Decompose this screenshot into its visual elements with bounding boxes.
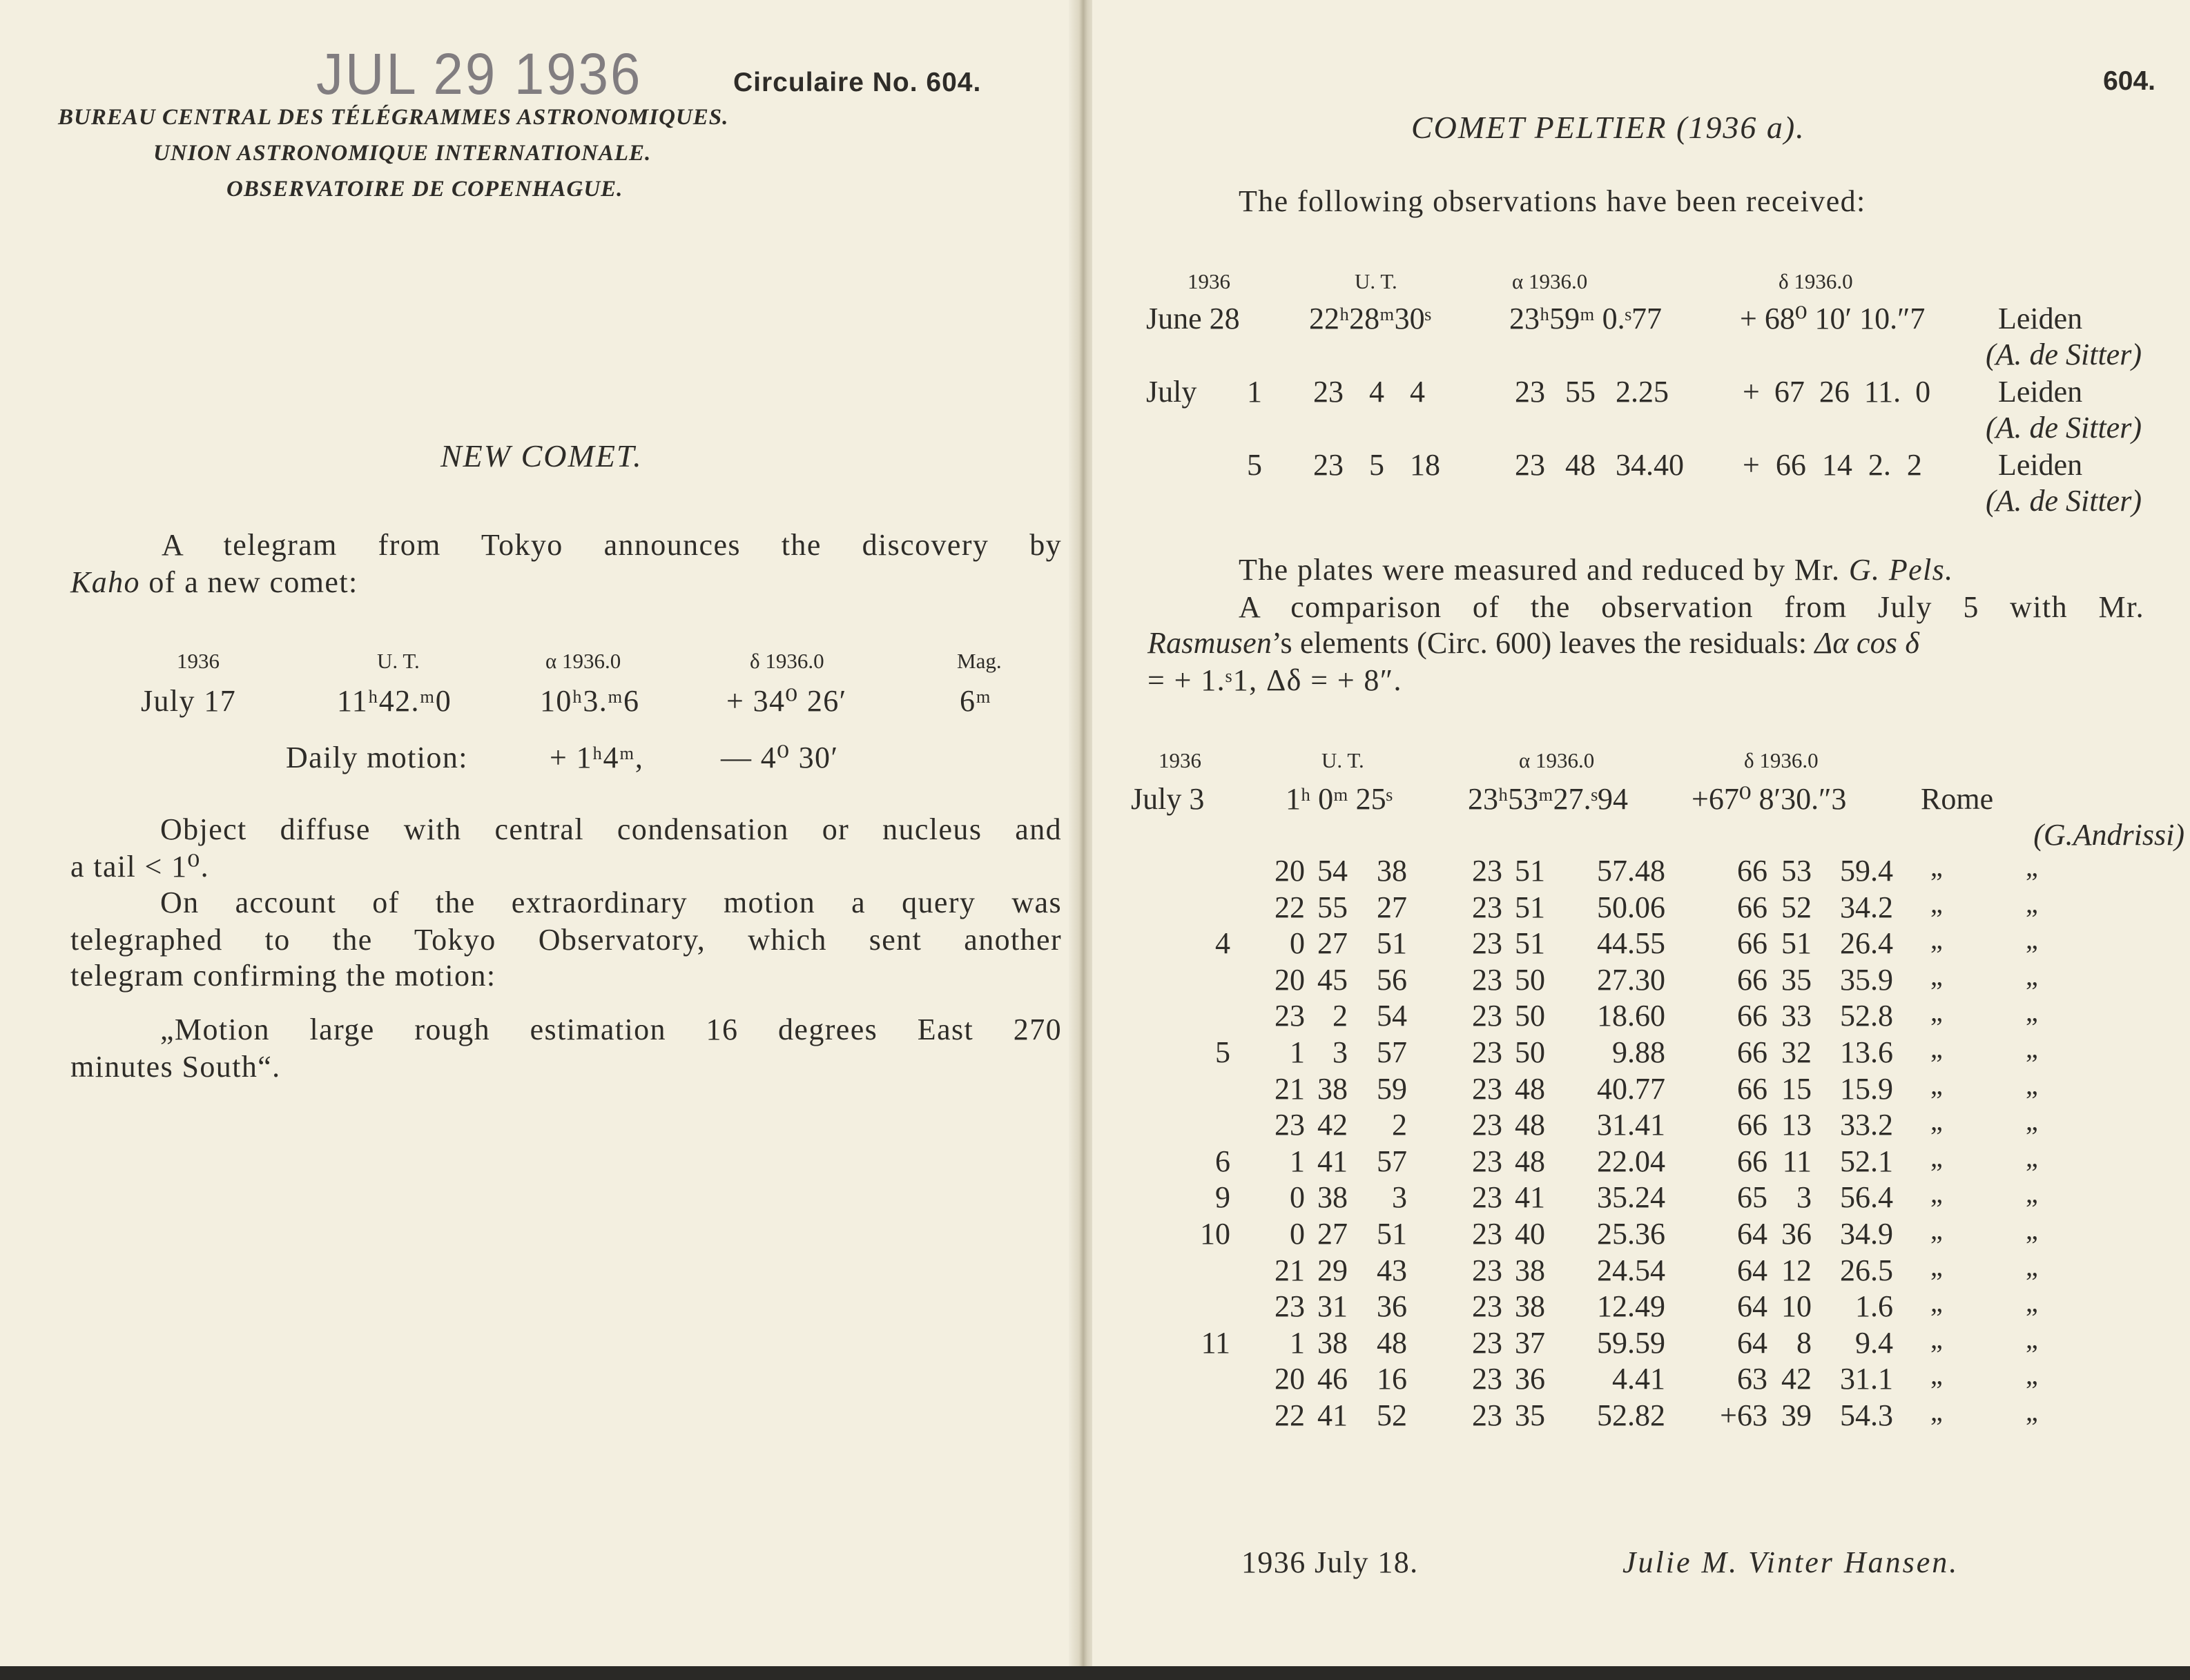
cell-day: 4 bbox=[1215, 926, 1230, 960]
t1-row2-day: 1 bbox=[1247, 375, 1262, 409]
cell-ram: 51 bbox=[1515, 890, 1545, 924]
cell-m: 46 bbox=[1317, 1362, 1348, 1396]
cell-decd: 64 bbox=[1737, 1289, 1767, 1323]
cell-h: 1 bbox=[1290, 1326, 1305, 1360]
ditto-place: „ bbox=[1930, 1214, 1943, 1245]
cell-ras: 22.04 bbox=[1597, 1144, 1665, 1178]
cell-h: 22 bbox=[1275, 890, 1305, 924]
cell-ras: 31.41 bbox=[1597, 1108, 1665, 1142]
tokyo-header-ra: α 1936.0 bbox=[545, 649, 621, 673]
ditto-observer: „ bbox=[2026, 1323, 2038, 1354]
cell-ras: 40.77 bbox=[1597, 1072, 1665, 1106]
cell-m: 31 bbox=[1317, 1289, 1348, 1323]
tokyo-obs-date: July 17 bbox=[141, 684, 237, 718]
cell-decm: 52 bbox=[1781, 890, 1812, 924]
cell-day: 9 bbox=[1215, 1180, 1230, 1214]
cell-ram: 48 bbox=[1515, 1072, 1545, 1106]
cell-decm: 35 bbox=[1781, 963, 1812, 997]
cell-ras: 50.06 bbox=[1597, 890, 1665, 924]
ditto-observer: „ bbox=[2026, 1105, 2038, 1136]
ditto-place: „ bbox=[1930, 1069, 1943, 1100]
circular-number: Circulaire No. 604. bbox=[733, 68, 982, 97]
footer-signature: Julie M. Vinter Hansen. bbox=[1622, 1545, 1959, 1579]
ditto-place: „ bbox=[1930, 1178, 1943, 1209]
t2-first-ut: 1ʰ 0ᵐ 25ˢ bbox=[1286, 782, 1393, 816]
t1-row3-observer: (A. de Sitter) bbox=[1985, 484, 2142, 518]
cell-decs: 33.2 bbox=[1840, 1108, 1893, 1142]
daily-motion-dec: — 4⁰ 30′ bbox=[721, 741, 839, 774]
cell-decs: 34.9 bbox=[1840, 1217, 1893, 1251]
cell-ras: 27.30 bbox=[1597, 963, 1665, 997]
cell-ras: 44.55 bbox=[1597, 926, 1665, 960]
t1-header-year: 1936 bbox=[1188, 269, 1230, 293]
tokyo-obs-ra: 10ʰ3.ᵐ6 bbox=[540, 684, 640, 718]
cell-s: 56 bbox=[1377, 963, 1407, 997]
cell-decd: 66 bbox=[1737, 999, 1767, 1033]
t2-first-dec: +67⁰ 8′30.″3 bbox=[1692, 782, 1847, 816]
cell-rah: 23 bbox=[1472, 999, 1502, 1033]
received-date-stamp: JUL 29 1936 bbox=[316, 41, 643, 107]
cell-ras: 59.59 bbox=[1597, 1326, 1665, 1360]
cell-decm: 13 bbox=[1781, 1108, 1812, 1142]
comparison-line2: Rasmusen’s elements (Circ. 600) leaves the residuals: Δα cos δ bbox=[1147, 626, 1919, 660]
cell-s: 36 bbox=[1377, 1289, 1407, 1323]
cell-h: 23 bbox=[1275, 1289, 1305, 1323]
tokyo-header-mag: Mag. bbox=[957, 649, 1002, 673]
para2-line2: a tail < 1⁰. bbox=[70, 850, 209, 883]
ditto-observer: „ bbox=[2026, 1033, 2038, 1064]
cell-decm: 42 bbox=[1781, 1362, 1812, 1396]
cell-rah: 23 bbox=[1472, 1108, 1502, 1142]
cell-s: 38 bbox=[1377, 854, 1407, 888]
measurer-name: G. Pels. bbox=[1848, 553, 1954, 587]
t2-header-year: 1936 bbox=[1159, 748, 1201, 772]
cell-decd: 66 bbox=[1737, 1072, 1767, 1106]
ditto-observer: „ bbox=[2026, 996, 2038, 1027]
cell-h: 0 bbox=[1290, 1180, 1305, 1214]
ditto-observer: „ bbox=[2026, 1069, 2038, 1100]
cell-ram: 50 bbox=[1515, 963, 1545, 997]
quote-line1: „Motion large rough estimation 16 degrees East 270 bbox=[160, 1013, 1062, 1046]
cell-decm: 53 bbox=[1781, 854, 1812, 888]
t1-row2-date: July bbox=[1146, 375, 1197, 409]
cell-h: 0 bbox=[1290, 1217, 1305, 1251]
tokyo-header-year: 1936 bbox=[177, 649, 220, 673]
cell-ras: 25.36 bbox=[1597, 1217, 1665, 1251]
intro-line: The following observations have been received: bbox=[1239, 184, 1866, 218]
cell-rah: 23 bbox=[1472, 1072, 1502, 1106]
page-number: 604. bbox=[2103, 66, 2155, 96]
cell-s: 59 bbox=[1377, 1072, 1407, 1106]
cell-ram: 38 bbox=[1515, 1289, 1545, 1323]
para3-line2: telegraphed to the Tokyo Observatory, which sent another bbox=[70, 923, 1062, 957]
cell-decd: 66 bbox=[1737, 963, 1767, 997]
cell-decm: 51 bbox=[1781, 926, 1812, 960]
t1-header-ut: U. T. bbox=[1355, 269, 1397, 293]
cell-m: 55 bbox=[1317, 890, 1348, 924]
t1-row1-ra: 23ʰ59ᵐ 0.ˢ77 bbox=[1509, 302, 1662, 335]
cell-rah: 23 bbox=[1472, 1326, 1502, 1360]
cell-h: 23 bbox=[1275, 999, 1305, 1033]
cell-s: 48 bbox=[1377, 1326, 1407, 1360]
t1-row3-ra: 23 48 34.40 bbox=[1515, 448, 1684, 482]
cell-rah: 23 bbox=[1472, 1253, 1502, 1287]
cell-ras: 52.82 bbox=[1597, 1398, 1665, 1432]
ditto-place: „ bbox=[1930, 1142, 1943, 1173]
residual-formula: Δα cos δ bbox=[1814, 626, 1919, 660]
header-bureau: BUREAU CENTRAL DES TÉLÉGRAMMES ASTRONOMIQUES. bbox=[58, 105, 729, 130]
cell-rah: 23 bbox=[1472, 854, 1502, 888]
ditto-observer: „ bbox=[2026, 1142, 2038, 1173]
cell-h: 20 bbox=[1275, 854, 1305, 888]
tokyo-obs-dec: + 34⁰ 26′ bbox=[726, 684, 847, 718]
comet-peltier-title: COMET PELTIER (1936 a). bbox=[1411, 110, 1805, 145]
cell-ras: 9.88 bbox=[1612, 1035, 1665, 1069]
ditto-place: „ bbox=[1930, 1396, 1943, 1427]
t1-row2-observer: (A. de Sitter) bbox=[1985, 411, 2142, 445]
cell-s: 57 bbox=[1377, 1144, 1407, 1178]
ditto-place: „ bbox=[1930, 996, 1943, 1027]
cell-rah: 23 bbox=[1472, 1398, 1502, 1432]
t1-row1-observer: (A. de Sitter) bbox=[1985, 338, 2142, 371]
ditto-place: „ bbox=[1930, 924, 1943, 955]
ditto-place: „ bbox=[1930, 1323, 1943, 1354]
cell-decd: 66 bbox=[1737, 890, 1767, 924]
t1-header-ra: α 1936.0 bbox=[1512, 269, 1588, 293]
cell-rah: 23 bbox=[1472, 1217, 1502, 1251]
cell-decd: 64 bbox=[1737, 1217, 1767, 1251]
t1-row3-place: Leiden bbox=[1998, 448, 2083, 482]
cell-rah: 23 bbox=[1472, 1144, 1502, 1178]
cell-ras: 12.49 bbox=[1597, 1289, 1665, 1323]
cell-ram: 37 bbox=[1515, 1326, 1545, 1360]
cell-decs: 52.8 bbox=[1840, 999, 1893, 1033]
header-union: UNION ASTRONOMIQUE INTERNATIONALE. bbox=[153, 141, 652, 166]
ditto-place: „ bbox=[1930, 1287, 1943, 1318]
t1-row1-dec: + 68⁰ 10′ 10.″7 bbox=[1740, 302, 1926, 335]
cell-ram: 51 bbox=[1515, 854, 1545, 888]
ditto-observer: „ bbox=[2026, 851, 2038, 882]
cell-m: 3 bbox=[1333, 1035, 1348, 1069]
t1-row2-dec: + 67 26 11. 0 bbox=[1743, 375, 1931, 409]
cell-decm: 3 bbox=[1796, 1180, 1812, 1214]
t2-header-ut: U. T. bbox=[1321, 748, 1364, 772]
right-page bbox=[1092, 0, 2190, 1666]
t2-first-observer: (G.Andrissi) bbox=[2033, 818, 2184, 852]
rasmusen-name: Rasmusen bbox=[1147, 626, 1272, 660]
cell-m: 2 bbox=[1333, 999, 1348, 1033]
discoverer-name: Kaho bbox=[70, 565, 140, 599]
comparison-line3: = + 1.ˢ1, Δδ = + 8″. bbox=[1147, 663, 1402, 697]
cell-decd: 66 bbox=[1737, 1035, 1767, 1069]
cell-m: 38 bbox=[1317, 1326, 1348, 1360]
cell-day: 11 bbox=[1201, 1326, 1230, 1360]
cell-decm: 33 bbox=[1781, 999, 1812, 1033]
cell-rah: 23 bbox=[1472, 1180, 1502, 1214]
ditto-observer: „ bbox=[2026, 1214, 2038, 1245]
cell-ram: 48 bbox=[1515, 1108, 1545, 1142]
cell-decm: 32 bbox=[1781, 1035, 1812, 1069]
cell-ras: 57.48 bbox=[1597, 854, 1665, 888]
cell-decd: 66 bbox=[1737, 1108, 1767, 1142]
cell-h: 22 bbox=[1275, 1398, 1305, 1432]
ditto-observer: „ bbox=[2026, 1359, 2038, 1390]
para3-line3: telegram confirming the motion: bbox=[70, 959, 496, 993]
cell-decd: 66 bbox=[1737, 1144, 1767, 1178]
cell-m: 29 bbox=[1317, 1253, 1348, 1287]
ditto-place: „ bbox=[1930, 851, 1943, 882]
t1-row1-ut: 22ʰ28ᵐ30ˢ bbox=[1309, 302, 1431, 335]
cell-ram: 50 bbox=[1515, 1035, 1545, 1069]
t1-header-dec: δ 1936.0 bbox=[1779, 269, 1853, 293]
t1-row1-date: June 28 bbox=[1146, 302, 1240, 335]
cell-ram: 50 bbox=[1515, 999, 1545, 1033]
ditto-place: „ bbox=[1930, 1359, 1943, 1390]
cell-s: 52 bbox=[1377, 1398, 1407, 1432]
cell-rah: 23 bbox=[1472, 1289, 1502, 1323]
t1-row3-date: 5 bbox=[1247, 448, 1262, 482]
cell-rah: 23 bbox=[1472, 1035, 1502, 1069]
cell-decs: 31.1 bbox=[1840, 1362, 1893, 1396]
ditto-observer: „ bbox=[2026, 1287, 2038, 1318]
ditto-place: „ bbox=[1930, 1251, 1943, 1282]
cell-decs: 1.6 bbox=[1855, 1289, 1893, 1323]
cell-decs: 59.4 bbox=[1840, 854, 1893, 888]
cell-rah: 23 bbox=[1472, 1362, 1502, 1396]
cell-ras: 4.41 bbox=[1612, 1362, 1665, 1396]
cell-decs: 52.1 bbox=[1840, 1144, 1893, 1178]
cell-m: 42 bbox=[1317, 1108, 1348, 1142]
para1-line1: A telegram from Tokyo announces the discovery by bbox=[162, 528, 1062, 562]
tokyo-header-ut: U. T. bbox=[377, 649, 420, 673]
header-observatory: OBSERVATOIRE DE COPENHAGUE. bbox=[226, 177, 623, 202]
t1-row2-ra: 23 55 2.25 bbox=[1515, 375, 1669, 409]
cell-decm: 8 bbox=[1796, 1326, 1812, 1360]
cell-ram: 41 bbox=[1515, 1180, 1545, 1214]
cell-m: 41 bbox=[1317, 1398, 1348, 1432]
ditto-place: „ bbox=[1930, 1033, 1943, 1064]
cell-m: 54 bbox=[1317, 854, 1348, 888]
ditto-observer: „ bbox=[2026, 1396, 2038, 1427]
cell-m: 27 bbox=[1317, 926, 1348, 960]
cell-s: 51 bbox=[1377, 926, 1407, 960]
cell-s: 57 bbox=[1377, 1035, 1407, 1069]
ditto-place: „ bbox=[1930, 1105, 1943, 1136]
ditto-place: „ bbox=[1930, 888, 1943, 919]
tokyo-header-dec: δ 1936.0 bbox=[750, 649, 824, 673]
t1-row2-place: Leiden bbox=[1998, 375, 2083, 409]
cell-h: 20 bbox=[1275, 963, 1305, 997]
cell-ram: 48 bbox=[1515, 1144, 1545, 1178]
cell-s: 16 bbox=[1377, 1362, 1407, 1396]
cell-h: 21 bbox=[1275, 1072, 1305, 1106]
cell-decs: 56.4 bbox=[1840, 1180, 1893, 1214]
ditto-observer: „ bbox=[2026, 960, 2038, 991]
cell-m: 41 bbox=[1317, 1144, 1348, 1178]
cell-h: 20 bbox=[1275, 1362, 1305, 1396]
cell-decd: 66 bbox=[1737, 926, 1767, 960]
para2-line1: Object diffuse with central condensation or nucleus and bbox=[160, 812, 1062, 846]
cell-decs: 15.9 bbox=[1840, 1072, 1893, 1106]
cell-ras: 18.60 bbox=[1597, 999, 1665, 1033]
cell-decs: 9.4 bbox=[1855, 1326, 1893, 1360]
footer-date: 1936 July 18. bbox=[1241, 1545, 1419, 1579]
cell-s: 2 bbox=[1392, 1108, 1407, 1142]
cell-m: 38 bbox=[1317, 1072, 1348, 1106]
cell-m: 27 bbox=[1317, 1217, 1348, 1251]
cell-h: 1 bbox=[1290, 1035, 1305, 1069]
cell-s: 27 bbox=[1377, 890, 1407, 924]
cell-s: 43 bbox=[1377, 1253, 1407, 1287]
left-page bbox=[0, 0, 1083, 1666]
ditto-observer: „ bbox=[2026, 924, 2038, 955]
cell-decd: 64 bbox=[1737, 1326, 1767, 1360]
cell-decd: 64 bbox=[1737, 1253, 1767, 1287]
daily-motion-ra: + 1ʰ4ᵐ, bbox=[550, 741, 644, 774]
t1-row2-ut: 23 4 4 bbox=[1313, 375, 1425, 409]
cell-h: 21 bbox=[1275, 1253, 1305, 1287]
t2-first-date: July 3 bbox=[1131, 782, 1205, 816]
cell-rah: 23 bbox=[1472, 926, 1502, 960]
cell-ram: 40 bbox=[1515, 1217, 1545, 1251]
ditto-place: „ bbox=[1930, 960, 1943, 991]
cell-h: 1 bbox=[1290, 1144, 1305, 1178]
cell-s: 3 bbox=[1392, 1180, 1407, 1214]
cell-day: 6 bbox=[1215, 1144, 1230, 1178]
cell-m: 45 bbox=[1317, 963, 1348, 997]
cell-decm: 15 bbox=[1781, 1072, 1812, 1106]
cell-decs: 13.6 bbox=[1840, 1035, 1893, 1069]
cell-ram: 35 bbox=[1515, 1398, 1545, 1432]
cell-ram: 51 bbox=[1515, 926, 1545, 960]
cell-ram: 38 bbox=[1515, 1253, 1545, 1287]
t1-row3-ut: 23 5 18 bbox=[1313, 448, 1440, 482]
t1-row1-place: Leiden bbox=[1998, 302, 2083, 335]
cell-rah: 23 bbox=[1472, 963, 1502, 997]
cell-s: 51 bbox=[1377, 1217, 1407, 1251]
cell-h: 23 bbox=[1275, 1108, 1305, 1142]
cell-decd: 65 bbox=[1737, 1180, 1767, 1214]
cell-decs: 54.3 bbox=[1840, 1398, 1893, 1432]
cell-decs: 26.5 bbox=[1840, 1253, 1893, 1287]
ditto-observer: „ bbox=[2026, 1178, 2038, 1209]
para1-line2: Kaho of a new comet: bbox=[70, 565, 358, 599]
t1-row3-dec: + 66 14 2. 2 bbox=[1743, 448, 1922, 482]
cell-ras: 24.54 bbox=[1597, 1253, 1665, 1287]
tokyo-obs-ut: 11ʰ42.ᵐ0 bbox=[337, 684, 452, 718]
cell-decm: 36 bbox=[1781, 1217, 1812, 1251]
cell-s: 54 bbox=[1377, 999, 1407, 1033]
pels-paragraph: The plates were measured and reduced by Mr. G. Pels. bbox=[1239, 553, 1954, 587]
cell-day: 10 bbox=[1200, 1217, 1230, 1251]
ditto-observer: „ bbox=[2026, 1251, 2038, 1282]
cell-decm: 11 bbox=[1782, 1144, 1812, 1178]
cell-decd: 63 bbox=[1737, 1362, 1767, 1396]
cell-decd: 66 bbox=[1737, 854, 1767, 888]
cell-decd: +63 bbox=[1720, 1398, 1767, 1432]
new-comet-title: NEW COMET. bbox=[440, 438, 643, 473]
t2-first-place: Rome bbox=[1921, 782, 1994, 816]
cell-day: 5 bbox=[1215, 1035, 1230, 1069]
cell-ras: 35.24 bbox=[1597, 1180, 1665, 1214]
cell-m: 38 bbox=[1317, 1180, 1348, 1214]
comparison-line1: A comparison of the observation from July 5 with Mr. bbox=[1239, 590, 2144, 624]
cell-decm: 10 bbox=[1781, 1289, 1812, 1323]
cell-decm: 12 bbox=[1781, 1253, 1812, 1287]
cell-decm: 39 bbox=[1781, 1398, 1812, 1432]
cell-decs: 26.4 bbox=[1840, 926, 1893, 960]
para3-line1: On account of the extraordinary motion a query was bbox=[160, 886, 1062, 919]
cell-decs: 34.2 bbox=[1840, 890, 1893, 924]
daily-motion-label: Daily motion: bbox=[286, 741, 468, 774]
cell-decs: 35.9 bbox=[1840, 963, 1893, 997]
ditto-observer: „ bbox=[2026, 888, 2038, 919]
cell-rah: 23 bbox=[1472, 890, 1502, 924]
t2-first-ra: 23ʰ53ᵐ27.ˢ94 bbox=[1468, 782, 1628, 816]
quote-line2: minutes South“. bbox=[70, 1050, 281, 1084]
tokyo-obs-mag: 6ᵐ bbox=[960, 684, 992, 718]
cell-h: 0 bbox=[1290, 926, 1305, 960]
t2-header-dec: δ 1936.0 bbox=[1744, 748, 1819, 772]
t2-header-ra: α 1936.0 bbox=[1519, 748, 1595, 772]
cell-ram: 36 bbox=[1515, 1362, 1545, 1396]
